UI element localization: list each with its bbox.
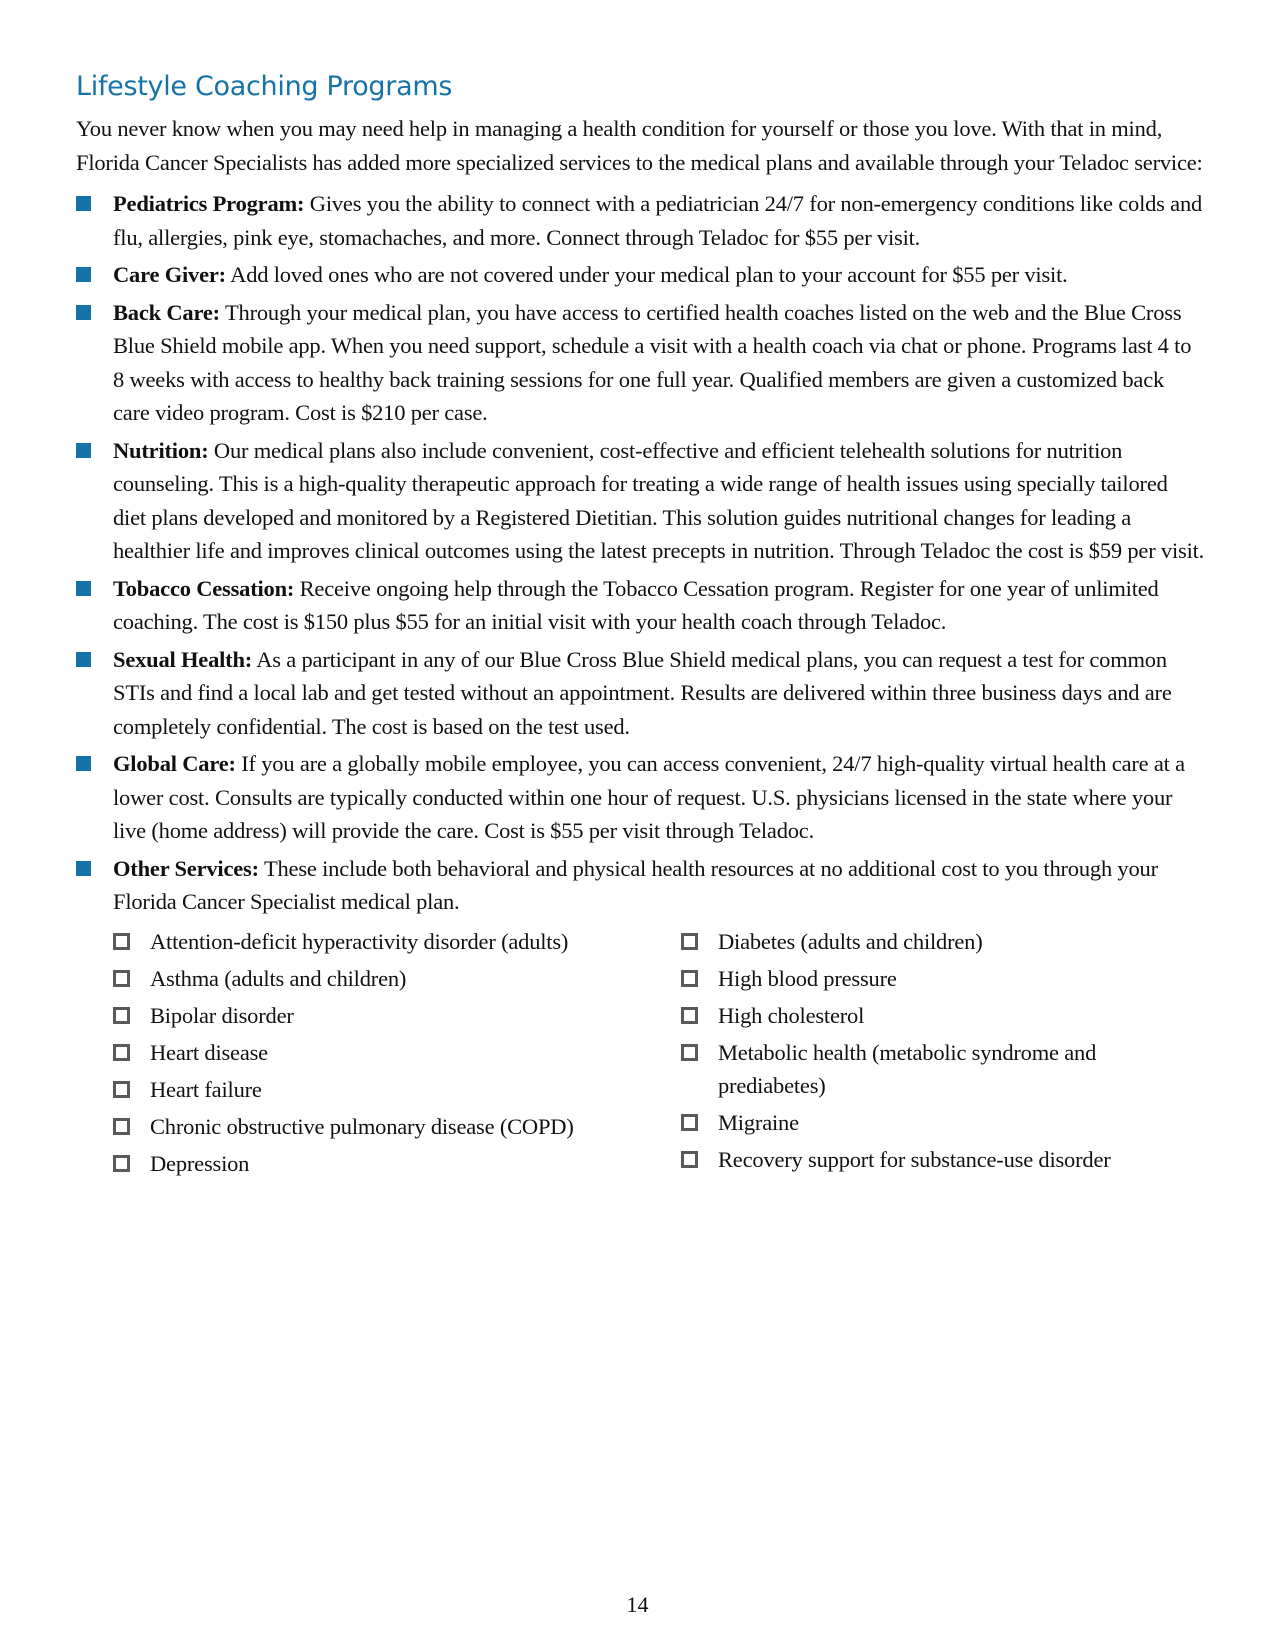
- program-description: If you are a globally mobile employee, you can access convenient, 24/7 high-quality virtual health care at a lower cost. Consults are typically conducted within one hour of request. U.S. physicians licensed in the state where your live (home address) will provide the care. Cost is $55 per visit through Teladoc.: [113, 751, 1185, 843]
- square-bullet-icon: [76, 756, 91, 771]
- square-bullet-icon: [76, 443, 91, 458]
- program-description: As a participant in any of our Blue Cross Blue Shield medical plans, you can request a test for common STIs and find a local lab and get tested without an appointment. Results are delivered within three business days and are completely confidential. The cost is based on the test used.: [113, 646, 1172, 739]
- checkbox-square-icon: [681, 933, 698, 950]
- program-label: Other Services:: [113, 855, 259, 881]
- square-bullet-icon: [76, 861, 91, 876]
- checkbox-square-icon: [113, 1155, 130, 1172]
- service-item: Heart disease: [113, 1036, 681, 1069]
- page-number: 14: [626, 1592, 649, 1617]
- program-item-nutrition: [76, 434, 1206, 568]
- program-description: Receive ongoing help through the Tobacco Cessation program. Register for one year of unlimited coaching. The cost is $150 plus $55 for an initial visit with your health coach through Teladoc.: [113, 575, 1159, 634]
- checkbox-square-icon: [113, 933, 130, 950]
- service-item: Depression: [113, 1147, 681, 1180]
- square-bullet-icon: [76, 581, 91, 596]
- program-label: Sexual Health:: [113, 646, 253, 672]
- checkbox-square-icon: [681, 1114, 698, 1131]
- square-bullet-icon: [76, 196, 91, 211]
- checkbox-square-icon: [681, 1007, 698, 1024]
- intro-paragraph: You never know when you may need help in managing a health condition for yourself or those you love. With that in mind, Florida Cancer Specialists has added more specialized services to the medical plans and available through your Teladoc service:: [76, 116, 1203, 175]
- checkbox-square-icon: [113, 1007, 130, 1024]
- program-label: Back Care:: [113, 299, 220, 325]
- program-label: Nutrition:: [113, 437, 209, 463]
- program-label: Care Giver:: [113, 262, 226, 287]
- program-description: Our medical plans also include convenient, cost-effective and efficient telehealth solutions for nutrition counseling. This is a high-quality therapeutic approach for treating a wide range of health issues using specially tailored diet plans developed and monitored by a Registered Dietitian. This solution guides nutritional changes for leading a healthier life and improves clinical outcomes using the latest precepts in nutrition. Through Teladoc the cost is $59 per visit.: [113, 437, 1205, 563]
- services-column-left: [113, 925, 681, 1184]
- program-item-tobacco-cessation: [76, 572, 1206, 639]
- service-item: Attention-deficit hyperactivity disorder (adults): [113, 925, 681, 958]
- program-description: These include both behavioral and physical health resources at no additional cost to you through your Florida Cancer Specialist medical plan.: [113, 855, 1158, 914]
- service-item: Recovery support for substance-use disorder: [681, 1143, 1161, 1176]
- service-item: Chronic obstructive pulmonary disease (COPD): [113, 1110, 681, 1143]
- service-item: Bipolar disorder: [113, 999, 681, 1032]
- checkbox-square-icon: [113, 1118, 130, 1135]
- program-item-pediatrics: [76, 187, 1206, 254]
- program-list: [76, 187, 1206, 919]
- square-bullet-icon: [76, 305, 91, 320]
- program-label: Global Care:: [113, 751, 236, 776]
- program-description: Gives you the ability to connect with a pediatrician 24/7 for non-emergency conditions like colds and flu, allergies, pink eye, stomachaches, and more. Connect through Teladoc for $55 per visit.: [113, 191, 1203, 250]
- square-bullet-icon: [76, 267, 91, 282]
- service-item: High blood pressure: [681, 962, 1161, 995]
- service-item: Asthma (adults and children): [113, 962, 681, 995]
- checkbox-square-icon: [113, 1081, 130, 1098]
- other-services-list: [76, 925, 1206, 1184]
- program-description: Add loved ones who are not covered under your medical plan to your account for $55 per visit.: [225, 262, 1068, 287]
- service-item: Migraine: [681, 1106, 1161, 1139]
- checkbox-square-icon: [681, 970, 698, 987]
- service-item: Diabetes (adults and children): [681, 925, 1161, 958]
- checkbox-square-icon: [681, 1044, 698, 1061]
- program-item-sexual-health: [76, 643, 1206, 744]
- program-item-back-care: [76, 296, 1206, 430]
- program-item-global-care: [76, 747, 1206, 848]
- program-label: Tobacco Cessation:: [113, 575, 295, 601]
- program-label: Pediatrics Program:: [113, 191, 305, 216]
- program-item-other-services: [76, 852, 1206, 919]
- checkbox-square-icon: [113, 970, 130, 987]
- program-description: Through your medical plan, you have access to certified health coaches listed on the web and the Blue Cross Blue Shield mobile app. When you need support, schedule a visit with a health coach via chat or phone. Programs last 4 to 8 weeks with access to healthy back training sessions for one full year. Qualified members are given a customized back care video program. Cost is $210 per case.: [113, 299, 1192, 425]
- document-page: [76, 68, 1206, 1184]
- service-item: Heart failure: [113, 1073, 681, 1106]
- page-title: Lifestyle Coaching Programs: [76, 71, 453, 102]
- checkbox-square-icon: [681, 1151, 698, 1168]
- service-item: Metabolic health (metabolic syndrome and prediabetes): [681, 1036, 1161, 1102]
- program-item-care-giver: [76, 258, 1206, 292]
- service-item: High cholesterol: [681, 999, 1161, 1032]
- square-bullet-icon: [76, 652, 91, 667]
- services-column-right: [681, 925, 1161, 1184]
- checkbox-square-icon: [113, 1044, 130, 1061]
